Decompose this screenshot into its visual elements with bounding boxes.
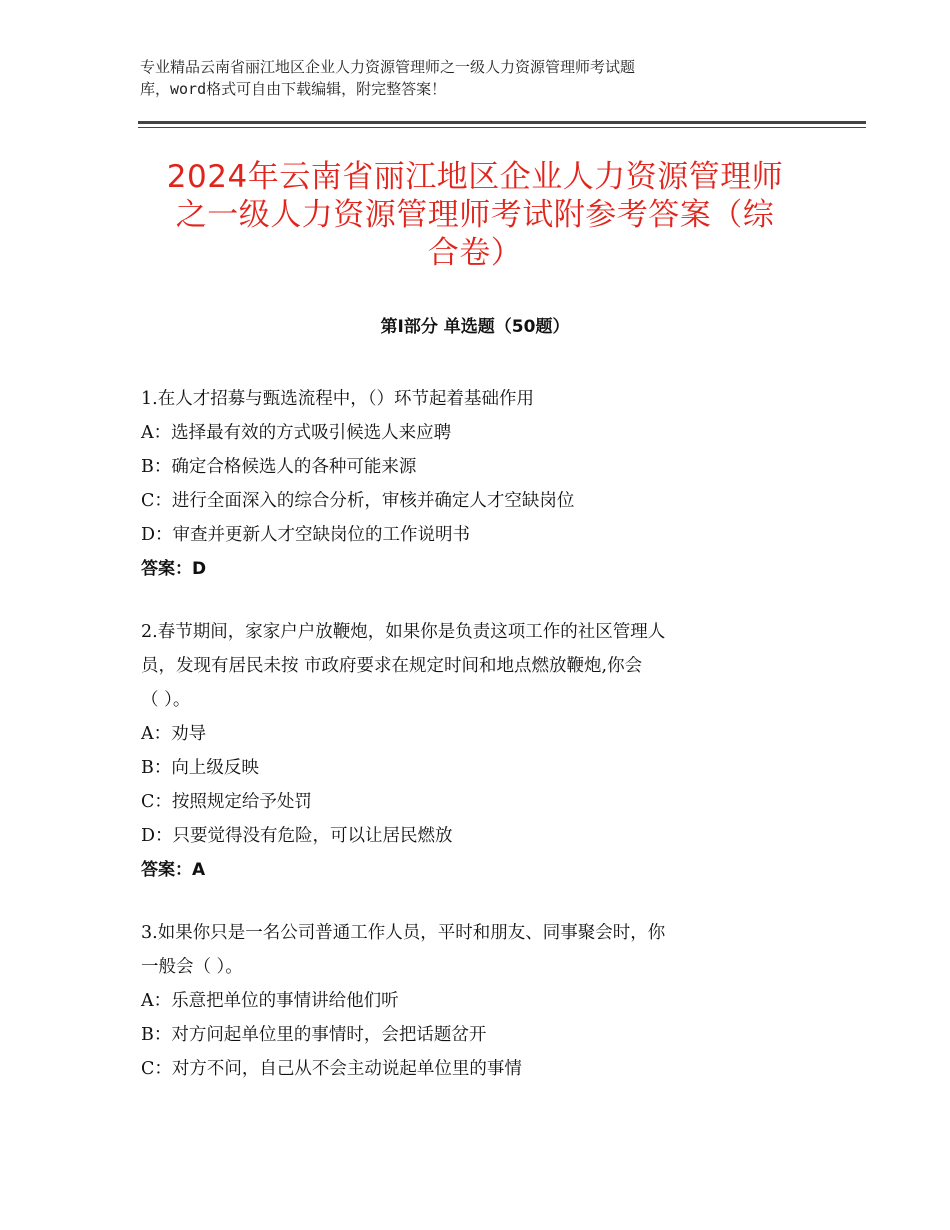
question-option: C：按照规定给予处罚 <box>141 792 312 812</box>
question-answer: 答案：D <box>141 559 207 579</box>
question-option: D：审查并更新人才空缺岗位的工作说明书 <box>141 525 471 545</box>
question-stem: 1.在人才招募与甄选流程中，（）环节起着基础作用 <box>141 389 534 409</box>
question-item <box>141 916 801 1086</box>
question-option: A：劝导 <box>141 724 207 744</box>
question-option: D：只要觉得没有危险，可以让居民燃放 <box>141 826 453 846</box>
document-title-line: 合卷） <box>427 235 523 271</box>
header-note-line: 专业精品云南省丽江地区企业人力资源管理师之一级人力资源管理师考试题 <box>140 58 636 76</box>
question-option: C：对方不问，自己从不会主动说起单位里的事情 <box>141 1059 522 1079</box>
document-title-line: 2024年云南省丽江地区企业人力资源管理师 <box>166 159 784 195</box>
question-answer: 答案：A <box>141 860 206 880</box>
question-option: B：确定合格候选人的各种可能来源 <box>141 457 417 477</box>
header-note-line: 库，word格式可自由下载编辑，附完整答案！ <box>140 80 447 98</box>
document-title <box>130 158 820 272</box>
question-list <box>141 382 801 1115</box>
question-option: A：选择最有效的方式吸引候选人来应聘 <box>141 423 452 443</box>
question-stem: 3.如果你只是一名公司普通工作人员，平时和朋友、同事聚会时，你 <box>141 923 666 943</box>
question-option: C：进行全面深入的综合分析，审核并确定人才空缺岗位 <box>141 491 575 511</box>
document-title-line: 之一级人力资源管理师考试附参考答案（综 <box>175 197 775 233</box>
header-divider-thick <box>138 121 866 124</box>
question-stem: 一般会（ ）。 <box>141 957 243 977</box>
question-stem: （ ）。 <box>141 690 191 710</box>
header-note <box>140 56 820 100</box>
question-option: A：乐意把单位的事情讲给他们听 <box>141 991 399 1011</box>
section-heading: 第Ⅰ部分 单选题（50题） <box>380 317 570 337</box>
header-divider-thin <box>138 127 866 128</box>
question-option: B：向上级反映 <box>141 758 259 778</box>
question-item <box>141 615 801 887</box>
question-item <box>141 382 801 586</box>
question-option: B：对方问起单位里的事情时，会把话题岔开 <box>141 1025 487 1045</box>
question-stem: 员，发现有居民未按 市政府要求在规定时间和地点燃放鞭炮,你会 <box>141 656 643 676</box>
question-stem: 2.春节期间，家家户户放鞭炮，如果你是负责这项工作的社区管理人 <box>141 622 666 642</box>
